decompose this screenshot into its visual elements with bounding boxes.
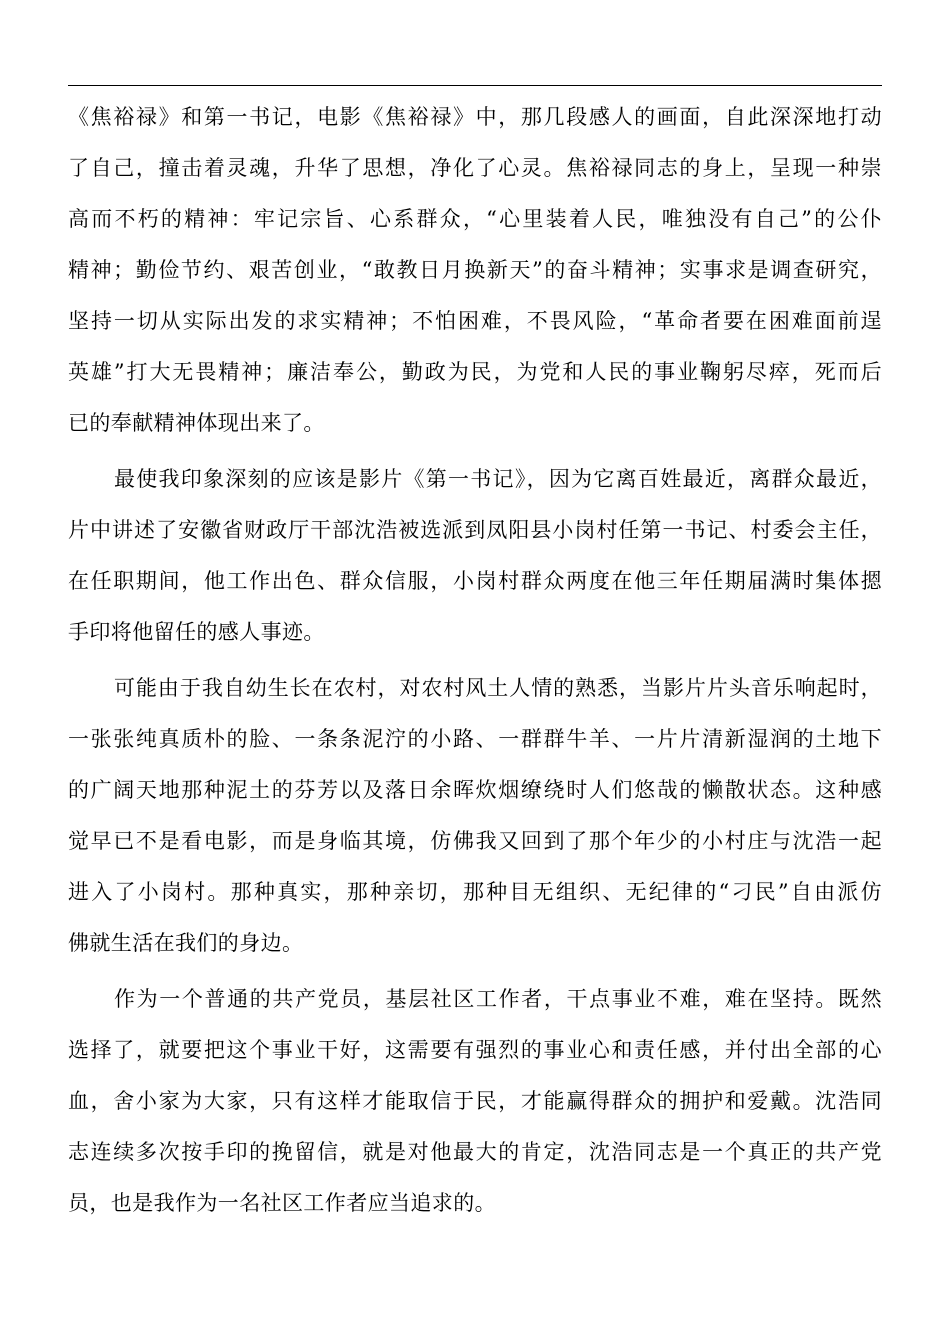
text-line: 高而不朽的精神：牢记宗旨、心系群众，“心里装着人民，唯独没有自己”的公仆 [68,207,882,231]
text-line: 志连续多次按手印的挽留信，就是对他最大的肯定，沈浩同志是一个真正的共产党 [68,1140,882,1164]
text-line: 坚持一切从实际出发的求实精神；不怕困难，不畏风险，“革命者要在困难面前逞 [68,309,882,333]
text-line: 了自己，撞击着灵魂，升华了思想，净化了心灵。焦裕禄同志的身上，呈现一种崇 [68,156,882,180]
paragraph [68,974,882,1229]
text-line: 《焦裕禄》和第一书记，电影《焦裕禄》中，那几段感人的画面，自此深深地打动 [68,105,882,129]
text-line: 选择了，就要把这个事业干好，这需要有强烈的事业心和责任感，并付出全部的心 [68,1038,882,1062]
paragraph [68,454,882,658]
text-line: 进入了小岗村。那种真实，那种亲切，那种目无组织、无纪律的“刁民”自由派仿 [68,880,882,904]
text-line: 最使我印象深刻的应该是影片《第一书记》，因为它离百姓最近，离群众最近， [114,467,882,491]
text-line: 在任职期间，他工作出色、群众信服，小岗村群众两度在他三年任期届满时集体摁 [68,569,882,593]
text-line: 的广阔天地那种泥土的芬芳以及落日余晖炊烟缭绕时人们悠哉的懒散状态。这种感 [68,778,882,802]
text-line: 手印将他留任的感人事迹。 [68,620,325,644]
text-line: 作为一个普通的共产党员，基层社区工作者，干点事业不难，难在坚持。既然 [114,987,882,1011]
text-line: 英雄”打大无畏精神；廉洁奉公，勤政为民，为党和人民的事业鞠躬尽瘁，死而后 [68,360,882,384]
text-line: 已的奉献精神体现出来了。 [68,411,325,435]
text-line: 可能由于我自幼生长在农村，对农村风土人情的熟悉，当影片片头音乐响起时， [114,676,882,700]
text-line: 血，舍小家为大家，只有这样才能取信于民，才能赢得群众的拥护和爱戴。沈浩同 [68,1089,882,1113]
header-rule [68,85,882,86]
text-line: 一张张纯真质朴的脸、一条条泥泞的小路、一群群牛羊、一片片清新湿润的土地下 [68,727,882,751]
document-body [68,92,882,1229]
paragraph [68,663,882,969]
text-line: 精神；勤俭节约、艰苦创业，“敢教日月换新天”的奋斗精神；实事求是调查研究， [68,258,882,282]
text-line: 觉早已不是看电影，而是身临其境，仿佛我又回到了那个年少的小村庄与沈浩一起 [68,829,882,853]
text-line: 佛就生活在我们的身边。 [68,931,304,955]
text-line: 片中讲述了安徽省财政厅干部沈浩被选派到凤阳县小岗村任第一书记、村委会主任， [68,518,882,542]
text-line: 员，也是我作为一名社区工作者应当追求的。 [68,1191,496,1215]
paragraph [68,92,882,449]
